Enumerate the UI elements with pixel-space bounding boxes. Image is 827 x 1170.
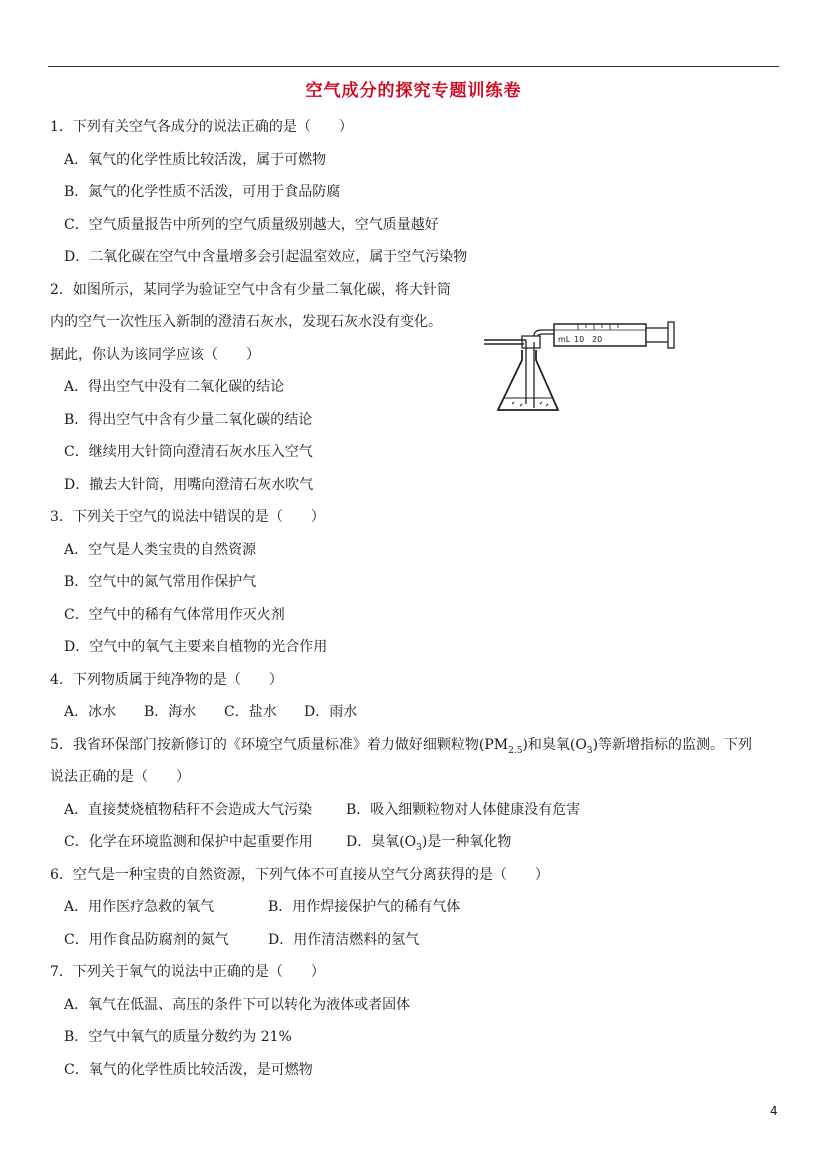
question-6-option-d: D．用作清洁燃料的氢气 xyxy=(268,932,420,948)
syringe-tick-10: 10 xyxy=(574,335,585,344)
question-3-option-d: D．空气中的氧气主要来自植物的光合作用 xyxy=(64,639,328,655)
question-2-option-d: D．撤去大针筒，用嘴向澄清石灰水吹气 xyxy=(64,477,314,493)
question-5-option-d-part-1: D．臭氧(O xyxy=(346,834,417,850)
question-2-stem-line-3: 据此，你认为该同学应该（ ） xyxy=(50,347,260,363)
question-1-option-c: C．空气质量报告中所列的空气质量级别越大，空气质量越好 xyxy=(64,217,439,233)
question-7-option-b: B．空气中氧气的质量分数约为 21% xyxy=(64,1029,292,1045)
question-2-stem-line-2: 内的空气一次性压入新制的澄清石灰水，发现石灰水没有变化。 xyxy=(50,314,442,330)
question-7-option-a: A．氧气在低温、高压的条件下可以转化为液体或者固体 xyxy=(64,997,411,1013)
question-2-option-a: A．得出空气中没有二氧化碳的结论 xyxy=(64,379,285,395)
question-6-option-b: B．用作焊接保护气的稀有气体 xyxy=(268,899,461,915)
question-4-option-a: A．冰水 xyxy=(64,704,117,720)
syringe-unit-label: mL xyxy=(558,335,571,344)
question-5-options-row-1 xyxy=(64,800,580,820)
syringe-flask-figure xyxy=(482,314,678,418)
question-5-options-row-2 xyxy=(64,832,511,858)
question-3-stem: 3．下列关于空气的说法中错误的是（ ） xyxy=(50,509,325,525)
question-5-option-c: C．化学在环境监测和保护中起重要作用 xyxy=(64,834,313,850)
question-5-option-d xyxy=(346,832,511,858)
question-5-stem-part-3: )等新增指标的监测。下列 xyxy=(592,737,753,753)
question-5-option-d-part-2: )是一种氧化物 xyxy=(421,834,512,850)
question-6-options-row-2 xyxy=(64,930,419,950)
header-rule xyxy=(48,66,779,67)
question-1-option-a: A．氧气的化学性质比较活泼，属于可燃物 xyxy=(64,152,327,168)
question-5-stem-line-2: 说法正确的是（ ） xyxy=(50,769,190,785)
question-4-option-d: D．雨水 xyxy=(304,704,358,720)
question-4-option-c: C．盐水 xyxy=(224,704,277,720)
question-3-option-a: A．空气是人类宝贵的自然资源 xyxy=(64,542,257,558)
question-1-option-d: D．二氧化碳在空气中含量增多会引起温室效应，属于空气污染物 xyxy=(64,249,468,265)
question-1-option-b: B．氮气的化学性质不活泼，可用于食品防腐 xyxy=(64,184,341,200)
question-5-stem-part-1: 5．我省环保部门按新修订的《环境空气质量标准》着力做好细颗粒物(PM xyxy=(50,737,509,753)
question-6-option-a: A．用作医疗急救的氧气 xyxy=(64,899,215,915)
question-6-option-c: C．用作食品防腐剂的氮气 xyxy=(64,932,229,948)
page-title: 空气成分的探究专题训练卷 xyxy=(305,81,522,101)
question-4-stem: 4．下列物质属于纯净物的是（ ） xyxy=(50,672,283,688)
page-number: 4 xyxy=(770,1104,778,1118)
question-4-option-b: B．海水 xyxy=(144,704,197,720)
question-2-option-c: C．继续用大针筒向澄清石灰水压入空气 xyxy=(64,444,313,460)
question-5-option-b: B．吸入细颗粒物对人体健康没有危害 xyxy=(346,802,581,818)
ozone-subscript: 3 xyxy=(586,745,593,756)
question-6-stem: 6．空气是一种宝贵的自然资源，下列气体不可直接从空气分离获得的是（ ） xyxy=(50,867,549,883)
ozone-subscript-option: 3 xyxy=(416,842,422,853)
question-2-option-b: B．得出空气中含有少量二氧化碳的结论 xyxy=(64,412,313,428)
question-7-stem: 7．下列关于氧气的说法中正确的是（ ） xyxy=(50,964,325,980)
question-3-option-b: B．空气中的氮气常用作保护气 xyxy=(64,574,257,590)
question-4-options xyxy=(64,702,384,722)
question-5-option-a: A．直接焚烧植物秸秆不会造成大气污染 xyxy=(64,802,313,818)
question-6-options-row-1 xyxy=(64,897,460,917)
syringe-tick-20: 20 xyxy=(592,335,603,344)
question-7-option-c: C．氧气的化学性质比较活泼，是可燃物 xyxy=(64,1062,313,1078)
question-3-option-c: C．空气中的稀有气体常用作灭火剂 xyxy=(64,607,285,623)
question-1-stem: 1．下列有关空气各成分的说法正确的是（ ） xyxy=(50,119,353,135)
pm25-subscript: 2.5 xyxy=(508,745,523,756)
question-2-stem-line-1: 2．如图所示，某同学为验证空气中含有少量二氧化碳，将大针筒 xyxy=(50,282,451,298)
question-5-stem-line-1 xyxy=(50,735,752,761)
question-5-stem-part-2: )和臭氧(O xyxy=(522,737,587,753)
